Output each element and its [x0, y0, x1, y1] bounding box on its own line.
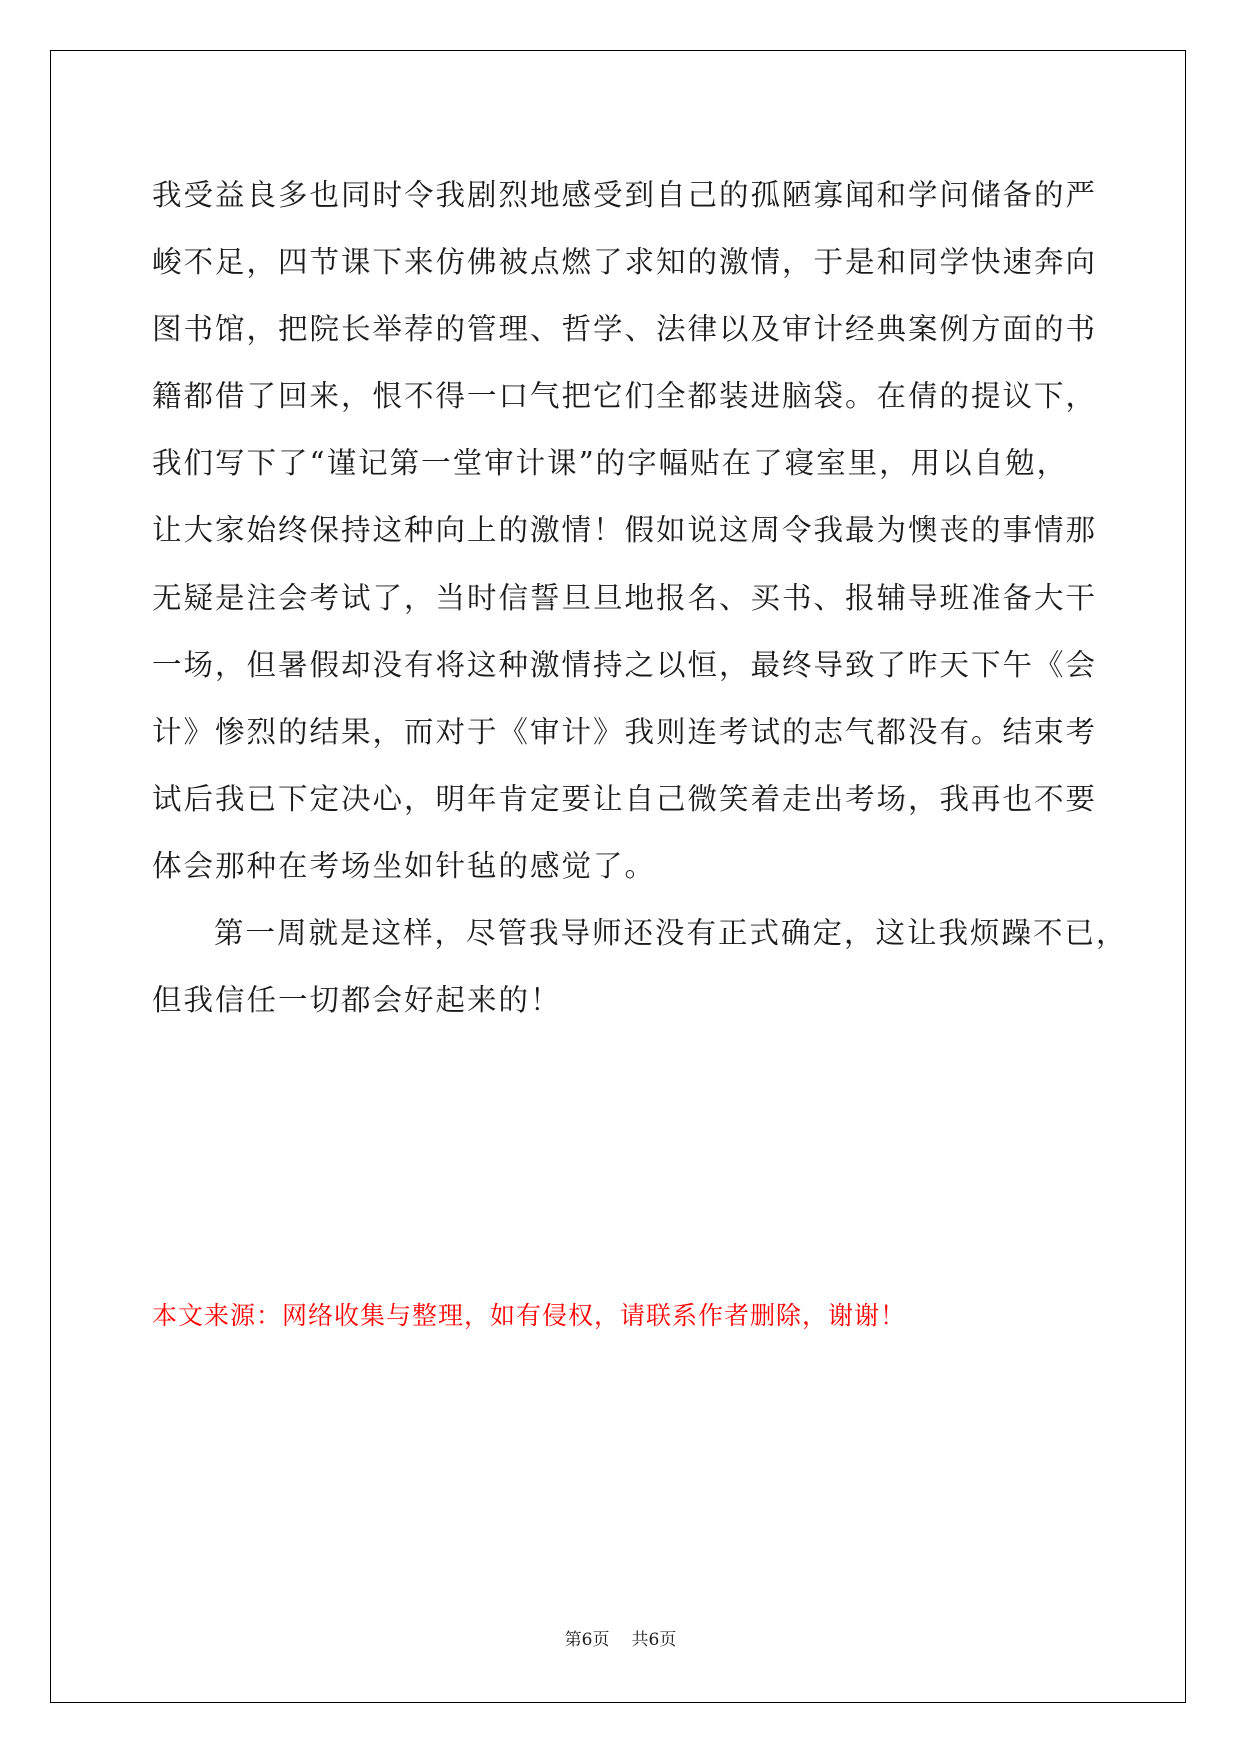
- text-line: 体会那种在考场坐如针毡的感觉了。: [152, 848, 657, 883]
- text-line: 无疑是注会考试了，当时信誓旦旦地报名、买书、报辅导班准备大干: [152, 580, 1098, 615]
- paragraph-1: [152, 162, 1098, 900]
- text-line: 图书馆，把院长举荐的管理、哲学、法律以及审计经典案例方面的书: [152, 312, 1098, 347]
- text-line: 我们写下了“谨记第一堂审计课”的字幅贴在了寝室里，用以自勉，: [152, 446, 1069, 481]
- document-body: [152, 162, 1128, 1034]
- paragraph-2: [152, 900, 1128, 1034]
- text-line: 计》惨烈的结果，而对于《审计》我则连考试的志气都没有。结束考: [152, 714, 1098, 749]
- page-total: 共6页: [631, 1630, 677, 1650]
- page-footer: [0, 1625, 1241, 1650]
- text-line: 但我信任一切都会好起来的！: [152, 983, 562, 1018]
- text-line: 峻不足，四节课下来仿佛被点燃了求知的激情，于是和同学快速奔向: [152, 245, 1098, 280]
- copyright-notice: 本文来源：网络收集与整理，如有侵权，请联系作者删除，谢谢！: [152, 1301, 907, 1330]
- text-line-indented: 第一周就是这样，尽管我导师还没有正式确定，这让我烦躁不已，: [214, 916, 1128, 951]
- text-line: 一场，但暑假却没有将这种激情持之以恒，最终导致了昨天下午《会: [152, 647, 1098, 682]
- text-line: 我受益良多也同时令我剧烈地感受到自己的孤陋寡闻和学问储备的严: [152, 178, 1098, 212]
- text-line: 让大家始终保持这种向上的激情！假如说这周令我最为懊丧的事情那: [152, 513, 1098, 548]
- text-line: 籍都借了回来，恨不得一口气把它们全都装进脑袋。在倩的提议下，: [152, 379, 1098, 414]
- text-line: 试后我已下定决心，明年肯定要让自己微笑着走出考场，我再也不要: [152, 781, 1098, 816]
- page-number: 第6页: [564, 1630, 610, 1650]
